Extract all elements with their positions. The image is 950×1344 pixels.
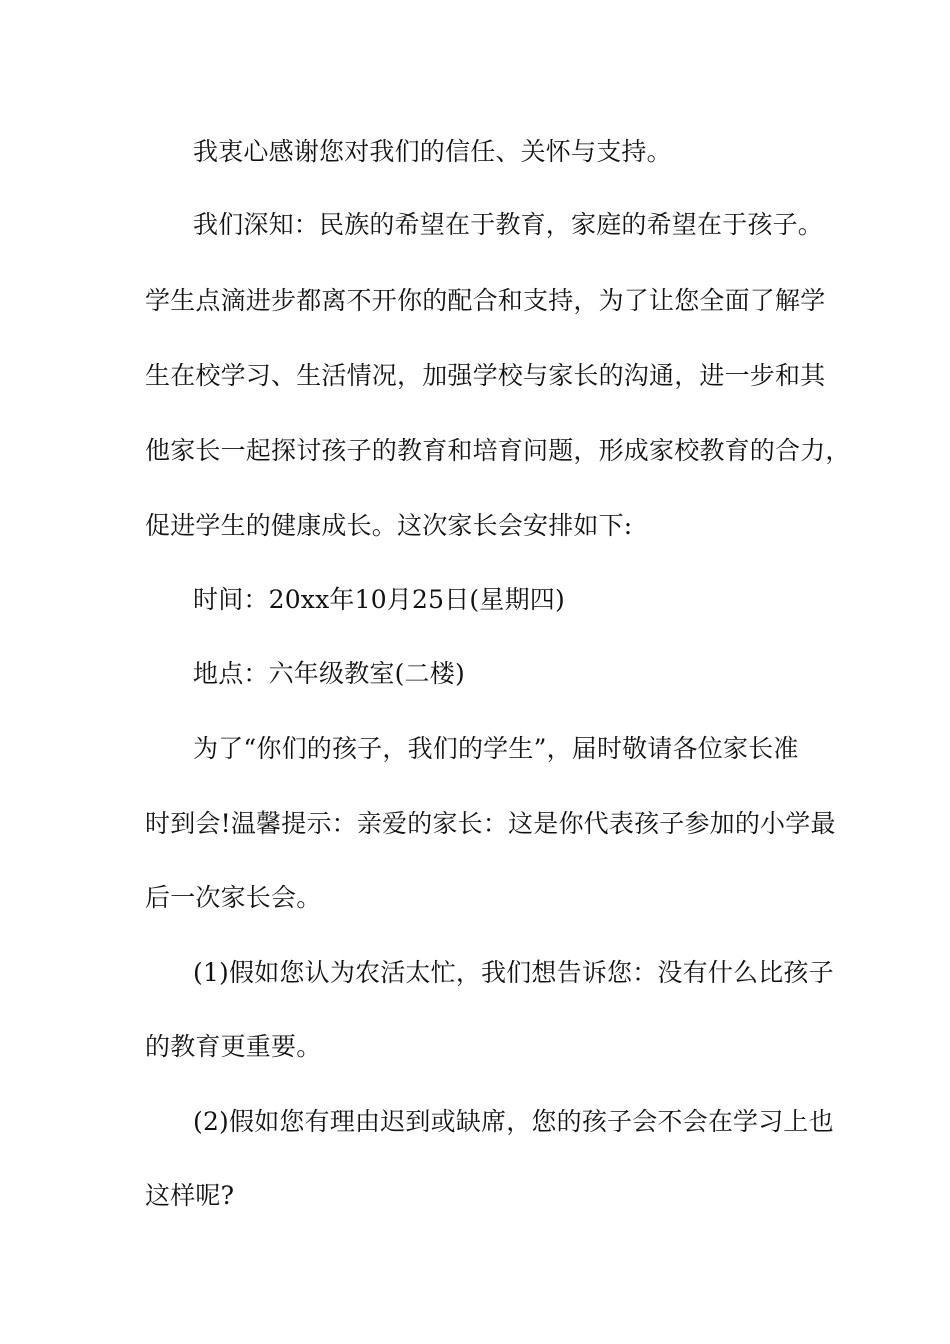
paragraph-line: 地点：六年级教室(二楼) (193, 659, 465, 688)
paragraph-line: (1)假如您认为农活太忙，我们想告诉您：没有什么比孩子 (193, 958, 834, 987)
paragraph-line: 学生点滴进步都离不开你的配合和支持，为了让您全面了解学 (145, 286, 826, 315)
paragraph-line: 为了“你们的孩子，我们的学生”，届时敬请各位家长准 (193, 734, 799, 763)
paragraph-line: 生在校学习、生活情况，加强学校与家长的沟通，进一步和其 (145, 361, 826, 390)
paragraph-line: 他家长一起探讨孩子的教育和培育问题，形成家校教育的合力， (145, 436, 851, 465)
paragraph-line: 我衷心感谢您对我们的信任、关怀与支持。 (193, 137, 672, 166)
paragraph-line: 促进学生的健康成长。这次家长会安排如下: (145, 511, 633, 540)
paragraph-line: 时间：20xx年10月25日(星期四) (193, 585, 565, 614)
paragraph-line: 的教育更重要。 (145, 1032, 322, 1061)
paragraph-line: (2)假如您有理由迟到或缺席，您的孩子会不会在学习上也 (193, 1107, 834, 1136)
paragraph-line: 后一次家长会。 (145, 883, 322, 912)
paragraph-line: 我们深知：民族的希望在于教育，家庭的希望在于孩子。 (193, 210, 824, 239)
paragraph-line: 这样呢? (145, 1181, 235, 1210)
paragraph-line: 时到会!温馨提示：亲爱的家长：这是你代表孩子参加的小学最 (145, 809, 836, 838)
